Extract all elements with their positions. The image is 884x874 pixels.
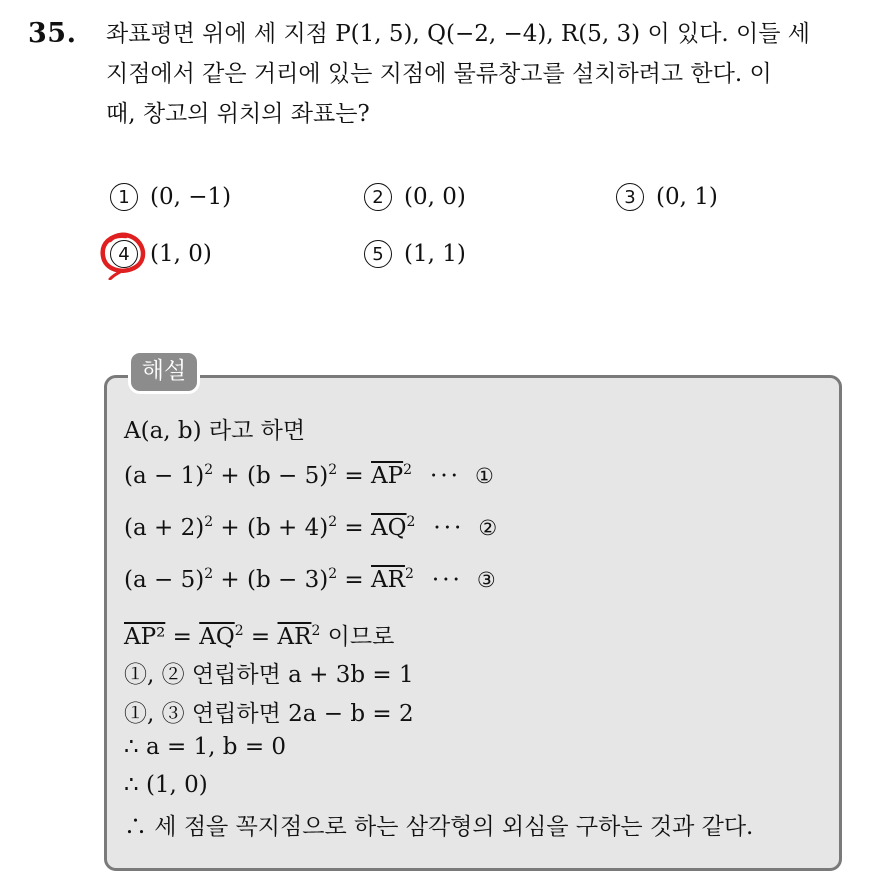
exponent: 2 (204, 514, 214, 530)
therefore-text: 이므로 (320, 624, 395, 650)
segment-aq: $\overline{AQ}$ (371, 515, 407, 541)
segment-ap: $\overline{AP}$ (371, 463, 404, 489)
choice-number: 4 (110, 240, 138, 268)
solution-line-7: ①, ③ 연립하면 2a − b = 2 (124, 701, 414, 727)
choice-text: (1, 1) (404, 241, 466, 267)
exponent: 2 (404, 566, 414, 582)
solution-eq-1 (124, 463, 494, 489)
equals: = (337, 515, 372, 541)
exponent: 2 (403, 462, 413, 478)
choice-text: (0, 0) (404, 184, 466, 210)
solution-line-6: ①, ② 연립하면 a + 3b = 1 (124, 662, 414, 688)
exponent: 2 (234, 623, 244, 639)
segment-aq: $\overline{AQ}$ (199, 624, 235, 650)
question-line-1: 좌표평면 위에 세 지점 P(1, 5), Q(−2, −4), R(5, 3) 이 있다. 이들 세 (106, 21, 811, 47)
eq3-lhs: (a − 5) (124, 567, 205, 593)
choice-1[interactable] (110, 183, 231, 211)
question-number: 35. (28, 18, 77, 49)
solution-line-1: A(a, b) 라고 하면 (124, 418, 306, 444)
answer-choices (0, 0, 884, 300)
exponent: 2 (328, 462, 338, 478)
exponent: 2 (328, 514, 338, 530)
eq1-lhs: (a − 1) (124, 463, 205, 489)
answer-circle-mark (96, 228, 152, 280)
choice-number: 3 (616, 183, 644, 211)
ellipsis: ··· (430, 463, 461, 489)
exponent: 2 (311, 623, 321, 639)
question-line-2: 지점에서 같은 거리에 있는 지점에 물류창고를 설치하려고 한다. 이 (106, 61, 772, 87)
eq1-mid: + (b − 5) (213, 463, 329, 489)
choice-text: (1, 0) (150, 241, 212, 267)
solution-tag: 해설 (128, 350, 200, 394)
question-line-3: 때, 창고의 위치의 좌표는? (106, 101, 370, 127)
ellipsis: ··· (431, 567, 463, 593)
segment-ar: $\overline{AR}$ (371, 567, 405, 593)
equals: = (243, 624, 278, 650)
ref-1: ① (474, 464, 494, 488)
solution-line-9: ∴ (1, 0) (124, 772, 208, 798)
eq2-lhs: (a + 2) (124, 515, 205, 541)
choice-number: 2 (364, 183, 392, 211)
equals: = (337, 463, 372, 489)
exponent: 2 (204, 462, 214, 478)
solution-eq-3 (124, 567, 496, 593)
choice-number: 1 (110, 183, 138, 211)
ref-2: ② (478, 516, 498, 540)
choice-text: (0, −1) (150, 184, 232, 210)
equals: = (337, 567, 372, 593)
eq2-mid: + (b + 4) (213, 515, 329, 541)
solution-eq-2 (124, 515, 497, 541)
equals: = (165, 624, 200, 650)
choice-text: (0, 1) (656, 184, 718, 210)
choice-3[interactable] (616, 183, 718, 211)
segment-ap-sq: AP² (124, 624, 166, 650)
exponent: 2 (204, 566, 214, 582)
exponent: 2 (406, 514, 416, 530)
solution-line-5 (124, 618, 394, 651)
solution-line-10: ∴ 세 점을 꼭지점으로 하는 삼각형의 외심을 구하는 것과 같다. (124, 814, 754, 840)
ref-3: ③ (476, 568, 496, 592)
eq3-mid: + (b − 3) (213, 567, 329, 593)
ellipsis: ··· (433, 515, 465, 541)
exponent: 2 (328, 566, 338, 582)
choice-5[interactable] (364, 240, 466, 268)
solution-line-8: ∴ a = 1, b = 0 (124, 734, 287, 760)
choice-2[interactable] (364, 183, 466, 211)
choice-number: 5 (364, 240, 392, 268)
segment-ar: $\overline{AR}$ (277, 624, 312, 650)
